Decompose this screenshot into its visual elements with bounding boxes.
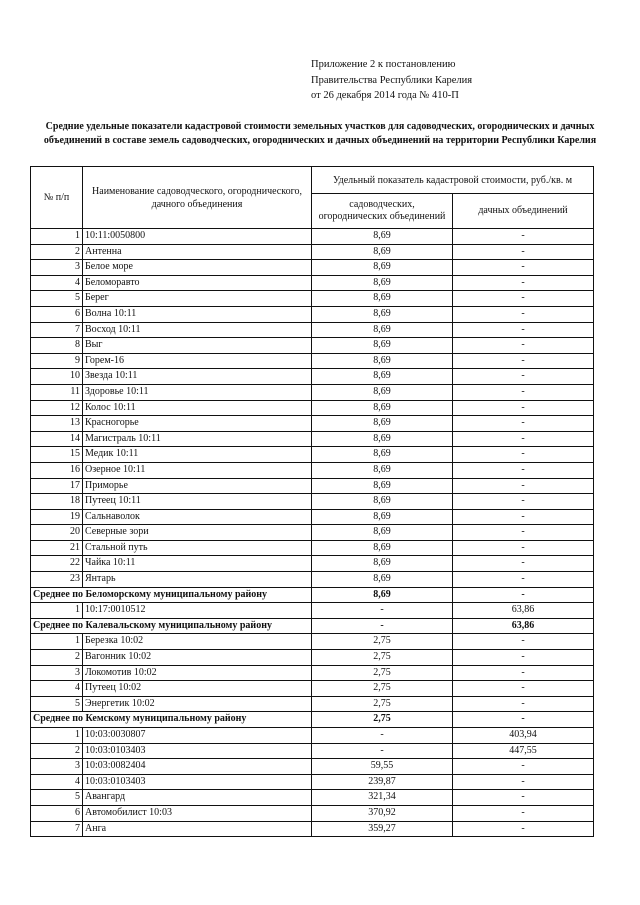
table-row <box>31 244 594 260</box>
value-gardening: 8,69 <box>312 260 453 276</box>
value-gardening: 8,69 <box>312 540 453 556</box>
row-number: 6 <box>31 805 83 821</box>
row-name: Приморье <box>83 478 312 494</box>
value-dacha: 63,86 <box>453 603 594 619</box>
table-row <box>31 462 594 478</box>
header-num: № п/п <box>31 167 83 229</box>
row-name: Северные зори <box>83 525 312 541</box>
table-row <box>31 728 594 744</box>
value-gardening: 8,69 <box>312 275 453 291</box>
row-name: Здоровье 10:11 <box>83 384 312 400</box>
value-gardening: 321,34 <box>312 790 453 806</box>
table-row <box>31 431 594 447</box>
table-row <box>31 572 594 588</box>
value-gardening: 2,75 <box>312 634 453 650</box>
value-dacha: - <box>453 244 594 260</box>
value-gardening: 8,69 <box>312 229 453 245</box>
row-name: Березка 10:02 <box>83 634 312 650</box>
value-dacha: - <box>453 478 594 494</box>
summary-row <box>31 712 594 728</box>
value-gardening: 8,69 <box>312 291 453 307</box>
header-name: Наименование садоводческого, огороднического, дачного объединения <box>83 167 312 229</box>
value-gardening: 2,75 <box>312 712 453 728</box>
table-row <box>31 790 594 806</box>
row-number: 20 <box>31 525 83 541</box>
table-row <box>31 556 594 572</box>
value-gardening: 8,69 <box>312 338 453 354</box>
value-gardening: 8,69 <box>312 494 453 510</box>
row-number: 13 <box>31 416 83 432</box>
value-dacha: - <box>453 774 594 790</box>
value-dacha: - <box>453 805 594 821</box>
value-dacha: 447,55 <box>453 743 594 759</box>
row-name: 10:11:0050800 <box>83 229 312 245</box>
value-dacha: - <box>453 759 594 775</box>
value-dacha: - <box>453 462 594 478</box>
summary-row <box>31 587 594 603</box>
value-gardening: 8,69 <box>312 369 453 385</box>
table-row <box>31 447 594 463</box>
row-name: Авангард <box>83 790 312 806</box>
table-row <box>31 369 594 385</box>
row-name: Красногорье <box>83 416 312 432</box>
row-number: 1 <box>31 728 83 744</box>
row-number: 16 <box>31 462 83 478</box>
appendix-line-1: Приложение 2 к постановлению <box>311 59 456 70</box>
row-name: 10:03:0103403 <box>83 774 312 790</box>
row-name: Энергетик 10:02 <box>83 696 312 712</box>
value-gardening: 370,92 <box>312 805 453 821</box>
value-dacha: - <box>453 275 594 291</box>
table-row <box>31 759 594 775</box>
row-number: 5 <box>31 696 83 712</box>
value-dacha: - <box>453 260 594 276</box>
table-row <box>31 291 594 307</box>
value-gardening: - <box>312 618 453 634</box>
row-name: Янтарь <box>83 572 312 588</box>
row-number: 1 <box>31 634 83 650</box>
value-dacha: - <box>453 291 594 307</box>
row-number: 18 <box>31 494 83 510</box>
value-dacha: - <box>453 650 594 666</box>
value-dacha: - <box>453 696 594 712</box>
value-dacha: - <box>453 587 594 603</box>
table-row <box>31 384 594 400</box>
value-dacha: - <box>453 229 594 245</box>
row-number: 21 <box>31 540 83 556</box>
row-number: 2 <box>31 244 83 260</box>
row-number: 19 <box>31 509 83 525</box>
value-gardening: 8,69 <box>312 525 453 541</box>
row-number: 11 <box>31 384 83 400</box>
value-gardening: 8,69 <box>312 587 453 603</box>
value-gardening: 8,69 <box>312 462 453 478</box>
row-name: Звезда 10:11 <box>83 369 312 385</box>
row-name: Восход 10:11 <box>83 322 312 338</box>
table-row <box>31 821 594 837</box>
table-row <box>31 650 594 666</box>
row-name: 10:03:0030807 <box>83 728 312 744</box>
row-number: 23 <box>31 572 83 588</box>
table-row <box>31 774 594 790</box>
row-number: 12 <box>31 400 83 416</box>
value-gardening: 359,27 <box>312 821 453 837</box>
row-number: 4 <box>31 681 83 697</box>
value-dacha: - <box>453 821 594 837</box>
value-gardening: 8,69 <box>312 447 453 463</box>
value-gardening: - <box>312 603 453 619</box>
value-gardening: 8,69 <box>312 509 453 525</box>
value-gardening: 8,69 <box>312 353 453 369</box>
row-name: Волна 10:11 <box>83 306 312 322</box>
row-number: 14 <box>31 431 83 447</box>
row-name: Локомотив 10:02 <box>83 665 312 681</box>
row-name: Берег <box>83 291 312 307</box>
value-gardening: 8,69 <box>312 416 453 432</box>
row-number: 5 <box>31 790 83 806</box>
row-name: Озерное 10:11 <box>83 462 312 478</box>
value-dacha: - <box>453 400 594 416</box>
row-number: 1 <box>31 603 83 619</box>
row-number: 7 <box>31 821 83 837</box>
value-gardening: 59,55 <box>312 759 453 775</box>
row-name: Горем-16 <box>83 353 312 369</box>
value-dacha: - <box>453 790 594 806</box>
row-name: 10:03:0103403 <box>83 743 312 759</box>
row-name: Путеец 10:02 <box>83 681 312 697</box>
row-name: Колос 10:11 <box>83 400 312 416</box>
header-col-dacha: дачных объединений <box>453 194 594 229</box>
row-name: 10:17:0010512 <box>83 603 312 619</box>
value-gardening: 8,69 <box>312 306 453 322</box>
row-name: Стальной путь <box>83 540 312 556</box>
value-dacha: - <box>453 525 594 541</box>
value-dacha: - <box>453 540 594 556</box>
value-gardening: - <box>312 728 453 744</box>
value-gardening: 8,69 <box>312 322 453 338</box>
value-gardening: 8,69 <box>312 400 453 416</box>
value-gardening: 8,69 <box>312 478 453 494</box>
summary-label: Среднее по Беломорскому муниципальному району <box>31 587 312 603</box>
header-group: Удельный показатель кадастровой стоимости, руб./кв. м <box>312 167 594 194</box>
value-dacha: - <box>453 712 594 728</box>
value-gardening: 2,75 <box>312 665 453 681</box>
table-row <box>31 275 594 291</box>
value-dacha: - <box>453 338 594 354</box>
value-gardening: 8,69 <box>312 384 453 400</box>
row-number: 4 <box>31 774 83 790</box>
row-name: Путеец 10:11 <box>83 494 312 510</box>
cadastral-table <box>30 166 594 837</box>
row-name: Беломоравто <box>83 275 312 291</box>
table-row <box>31 634 594 650</box>
row-number: 2 <box>31 650 83 666</box>
value-dacha: - <box>453 634 594 650</box>
table-row <box>31 696 594 712</box>
row-number: 3 <box>31 665 83 681</box>
row-name: Магистраль 10:11 <box>83 431 312 447</box>
row-number: 22 <box>31 556 83 572</box>
row-number: 8 <box>31 338 83 354</box>
value-dacha: 63,86 <box>453 618 594 634</box>
table-row <box>31 509 594 525</box>
row-number: 3 <box>31 759 83 775</box>
row-number: 7 <box>31 322 83 338</box>
row-name: Антенна <box>83 244 312 260</box>
row-name: Сальнаволок <box>83 509 312 525</box>
table-row <box>31 338 594 354</box>
value-dacha: - <box>453 431 594 447</box>
value-dacha: - <box>453 556 594 572</box>
row-number: 4 <box>31 275 83 291</box>
table-row <box>31 805 594 821</box>
value-dacha: 403,94 <box>453 728 594 744</box>
value-dacha: - <box>453 306 594 322</box>
table-row <box>31 260 594 276</box>
value-dacha: - <box>453 322 594 338</box>
value-gardening: 8,69 <box>312 431 453 447</box>
row-number: 15 <box>31 447 83 463</box>
appendix-line-2: Правительства Республики Карелия <box>311 74 473 86</box>
row-number: 6 <box>31 306 83 322</box>
value-dacha: - <box>453 681 594 697</box>
table-row <box>31 478 594 494</box>
row-number: 10 <box>31 369 83 385</box>
value-dacha: - <box>453 494 594 510</box>
row-name: Вагонник 10:02 <box>83 650 312 666</box>
row-name: Медик 10:11 <box>83 447 312 463</box>
table-row <box>31 322 594 338</box>
document-title: Средние удельные показатели кадастровой стоимости земельных участков для садоводческих, огороднических и дачных объединений в составе земель садоводческих, огороднических и дачных объединений на территории Республики Карелия <box>43 121 597 146</box>
appendix-line-3: от 26 декабря 2014 года № 410-П <box>311 90 459 101</box>
row-number: 5 <box>31 291 83 307</box>
row-number: 17 <box>31 478 83 494</box>
row-name: Выг <box>83 338 312 354</box>
summary-row <box>31 618 594 634</box>
value-gardening: 2,75 <box>312 681 453 697</box>
table-row <box>31 603 594 619</box>
summary-label: Среднее по Кемскому муниципальному району <box>31 712 312 728</box>
value-dacha: - <box>453 369 594 385</box>
value-gardening: 2,75 <box>312 650 453 666</box>
appendix-header <box>311 57 611 104</box>
row-number: 2 <box>31 743 83 759</box>
value-dacha: - <box>453 384 594 400</box>
value-gardening: 8,69 <box>312 556 453 572</box>
table-row <box>31 353 594 369</box>
value-gardening: 8,69 <box>312 244 453 260</box>
value-gardening: 239,87 <box>312 774 453 790</box>
value-dacha: - <box>453 353 594 369</box>
table-row <box>31 229 594 245</box>
value-gardening: 2,75 <box>312 696 453 712</box>
row-name: Чайка 10:11 <box>83 556 312 572</box>
value-dacha: - <box>453 665 594 681</box>
row-name: 10:03:0082404 <box>83 759 312 775</box>
row-name: Белое море <box>83 260 312 276</box>
table-row <box>31 665 594 681</box>
row-number: 9 <box>31 353 83 369</box>
value-gardening: - <box>312 743 453 759</box>
table-row <box>31 540 594 556</box>
table-row <box>31 494 594 510</box>
table-row <box>31 681 594 697</box>
value-dacha: - <box>453 447 594 463</box>
summary-label: Среднее по Калевальскому муниципальному району <box>31 618 312 634</box>
value-dacha: - <box>453 416 594 432</box>
value-gardening: 8,69 <box>312 572 453 588</box>
value-dacha: - <box>453 509 594 525</box>
table-row <box>31 525 594 541</box>
row-number: 3 <box>31 260 83 276</box>
row-name: Анга <box>83 821 312 837</box>
table-row <box>31 400 594 416</box>
value-dacha: - <box>453 572 594 588</box>
table-row <box>31 306 594 322</box>
table-body <box>31 229 594 837</box>
header-col-gardening: садоводческих, огороднических объединений <box>312 194 453 229</box>
table-row <box>31 743 594 759</box>
row-name: Автомобилист 10:03 <box>83 805 312 821</box>
row-number: 1 <box>31 229 83 245</box>
table-row <box>31 416 594 432</box>
